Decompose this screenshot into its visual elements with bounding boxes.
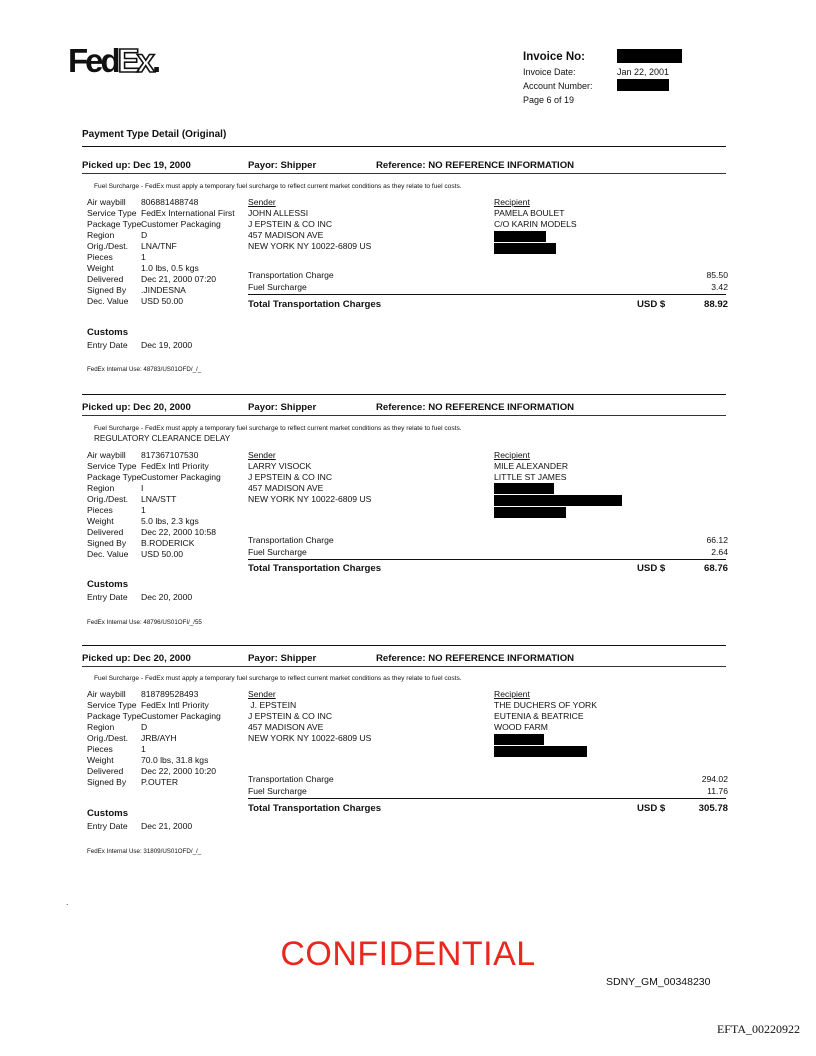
currency: USD $ [637, 803, 666, 814]
service-type-label: Service Type [87, 461, 137, 471]
customs-heading: Customs [87, 327, 129, 338]
picked-up-date: Picked up: Dec 20, 2000 [82, 653, 191, 664]
signed-by: B.RODERICK [141, 538, 195, 548]
pieces: 1 [141, 505, 146, 515]
transportation-charge: 66.12 [706, 535, 728, 545]
orig-dest-label: Orig./Dest. [87, 241, 129, 251]
air-waybill: 817367107530 [141, 450, 199, 460]
payor: Payor: Shipper [248, 402, 317, 413]
total-rule [248, 559, 726, 560]
delivered-label: Delivered [87, 766, 124, 776]
dec-value-label: Dec. Value [87, 549, 129, 559]
fuel-note: Fuel Surcharge - FedEx must apply a temporary fuel surcharge to reflect current market conditions as they relate to fuel costs. [94, 425, 462, 432]
reference: Reference: NO REFERENCE INFORMATION [376, 653, 575, 664]
orig-dest: LNA/TNF [141, 241, 177, 251]
entry-date-label: Entry Date [87, 592, 128, 602]
entry-date-label: Entry Date [87, 821, 128, 831]
service-type: FedEx Intl Priority [141, 461, 209, 471]
delivered-label: Delivered [87, 274, 124, 284]
fuel-surcharge-label: Fuel Surcharge [248, 786, 307, 796]
dec-value: USD 50.00 [141, 296, 184, 306]
orig-dest: LNA/STT [141, 494, 177, 504]
delivered-label: Delivered [87, 527, 124, 537]
divider [82, 415, 726, 416]
divider [82, 173, 726, 174]
signed-by: .JINDESNA [141, 285, 186, 295]
efta-number: EFTA_00220922 [716, 1022, 800, 1036]
entry-date: Dec 20, 2000 [141, 592, 193, 602]
sender-line: NEW YORK NY 10022-6809 US [248, 494, 372, 504]
reference: Reference: NO REFERENCE INFORMATION [376, 160, 575, 171]
fuel-surcharge-label: Fuel Surcharge [248, 547, 307, 557]
recipient-line: LITTLE ST JAMES [494, 472, 567, 482]
bates-number: SDNY_GM_00348230 [606, 976, 711, 988]
transportation-charge: 294.02 [701, 774, 728, 784]
fedex-logo: FedEx. [68, 42, 162, 79]
recipient-heading: Recipient [494, 450, 530, 460]
redacted-account-number [617, 79, 669, 91]
sender-line: 457 MADISON AVE [248, 483, 324, 493]
sender-line: NEW YORK NY 10022-6809 US [248, 733, 372, 743]
section-title: Payment Type Detail (Original) [82, 129, 227, 140]
delivered: Dec 21, 2000 07:20 [141, 274, 217, 284]
internal-use: FedEx Internal Use: 48783/US01OFD/_/_ [87, 366, 202, 373]
air-waybill: 806881488748 [141, 197, 199, 207]
recipient-line: EUTENIA & BEATRICE [494, 711, 584, 721]
transportation-charge-label: Transportation Charge [248, 535, 334, 545]
total-rule [248, 294, 726, 295]
air-waybill-label: Air waybill [87, 689, 126, 699]
redacted-address [494, 483, 554, 494]
region-label: Region [87, 230, 115, 240]
service-type: FedEx International First [141, 208, 235, 218]
entry-date: Dec 19, 2000 [141, 340, 193, 350]
sender-heading: Sender [248, 450, 276, 460]
redacted-address [494, 734, 544, 745]
total-amount: 68.76 [703, 563, 728, 574]
customs-heading: Customs [87, 808, 129, 819]
fuel-surcharge: 11.76 [707, 786, 728, 796]
sender-heading: Sender [248, 197, 276, 207]
divider [82, 146, 726, 147]
dec-value-label: Dec. Value [87, 296, 129, 306]
currency: USD $ [637, 563, 666, 574]
service-type-label: Service Type [87, 208, 137, 218]
invoice-no-label: Invoice No: [523, 51, 585, 63]
sender-line: J EPSTEIN & CO INC [248, 711, 333, 721]
air-waybill: 818789528493 [141, 689, 199, 699]
sender-line: J. EPSTEIN [248, 700, 297, 710]
package-type-label: Package Type [87, 711, 142, 721]
sender-line: 457 MADISON AVE [248, 722, 324, 732]
invoice-date-label: Invoice Date: [523, 67, 576, 77]
total-label: Total Transportation Charges [248, 299, 382, 310]
orig-dest: JRB/AYH [141, 733, 177, 743]
recipient-line: PAMELA BOULET [494, 208, 565, 218]
account-number-label: Account Number: [523, 81, 593, 91]
recipient-line: MILE ALEXANDER [494, 461, 569, 471]
stray-mark: . [66, 897, 69, 907]
divider [82, 645, 726, 646]
orig-dest-label: Orig./Dest. [87, 733, 129, 743]
recipient-line: WOOD FARM [494, 722, 548, 732]
package-type: Customer Packaging [141, 219, 221, 229]
transportation-charge: 85.50 [706, 270, 728, 280]
transportation-charge-label: Transportation Charge [248, 774, 334, 784]
divider [82, 666, 726, 667]
delivered: Dec 22, 2000 10:20 [141, 766, 217, 776]
picked-up-date: Picked up: Dec 20, 2000 [82, 402, 191, 413]
fuel-note: Fuel Surcharge - FedEx must apply a temporary fuel surcharge to reflect current market conditions as they relate to fuel costs. [94, 675, 462, 682]
signed-by-label: Signed By [87, 538, 127, 548]
page-number: Page 6 of 19 [523, 95, 575, 105]
sender-line: NEW YORK NY 10022-6809 US [248, 241, 372, 251]
dec-value: USD 50.00 [141, 549, 184, 559]
package-type-label: Package Type [87, 219, 142, 229]
payor: Payor: Shipper [248, 160, 317, 171]
recipient-line: THE DUCHERS OF YORK [494, 700, 597, 710]
fuel-surcharge-label: Fuel Surcharge [248, 282, 307, 292]
fuel-note: Fuel Surcharge - FedEx must apply a temporary fuel surcharge to reflect current market conditions as they relate to fuel costs. [94, 183, 462, 190]
total-rule [248, 798, 726, 799]
pieces: 1 [141, 252, 146, 262]
recipient-heading: Recipient [494, 197, 530, 207]
orig-dest-label: Orig./Dest. [87, 494, 129, 504]
redacted-invoice-number [617, 49, 682, 63]
redacted-address [494, 746, 587, 757]
customs-heading: Customs [87, 579, 129, 590]
total-label: Total Transportation Charges [248, 563, 382, 574]
total-amount: 88.92 [703, 299, 728, 310]
sender-line: J EPSTEIN & CO INC [248, 472, 333, 482]
redacted-address [494, 243, 556, 254]
redacted-address [494, 507, 566, 518]
extra-note: REGULATORY CLEARANCE DELAY [94, 434, 231, 443]
transportation-charge-label: Transportation Charge [248, 270, 334, 280]
service-type: FedEx Intl Priority [141, 700, 209, 710]
sender-line: JOHN ALLESSI [248, 208, 309, 218]
delivered: Dec 22, 2000 10:58 [141, 527, 217, 537]
region-label: Region [87, 483, 115, 493]
total-label: Total Transportation Charges [248, 803, 382, 814]
divider [82, 394, 726, 395]
weight: 70.0 lbs, 31.8 kgs [141, 755, 209, 765]
reference: Reference: NO REFERENCE INFORMATION [376, 402, 575, 413]
package-type-label: Package Type [87, 472, 142, 482]
internal-use: FedEx Internal Use: 48796/US01OFI/_/55 [87, 619, 202, 626]
pieces-label: Pieces [87, 252, 113, 262]
fuel-surcharge: 3.42 [711, 282, 728, 292]
pieces-label: Pieces [87, 744, 113, 754]
fuel-surcharge: 2.64 [711, 547, 728, 557]
sender-line: LARRY VISOCK [248, 461, 312, 471]
sender-line: 457 MADISON AVE [248, 230, 324, 240]
pieces-label: Pieces [87, 505, 113, 515]
weight: 1.0 lbs, 0.5 kgs [141, 263, 199, 273]
internal-use: FedEx Internal Use: 31809/US01OFD/_/_ [87, 848, 202, 855]
recipient-line: C/O KARIN MODELS [494, 219, 577, 229]
weight-label: Weight [87, 263, 114, 273]
picked-up-date: Picked up: Dec 19, 2000 [82, 160, 191, 171]
package-type: Customer Packaging [141, 472, 221, 482]
region-label: Region [87, 722, 115, 732]
sender-line: J EPSTEIN & CO INC [248, 219, 333, 229]
weight-label: Weight [87, 516, 114, 526]
entry-date: Dec 21, 2000 [141, 821, 193, 831]
invoice-date: Jan 22, 2001 [617, 67, 670, 77]
air-waybill-label: Air waybill [87, 450, 126, 460]
signed-by: P.OUTER [141, 777, 179, 787]
payor: Payor: Shipper [248, 653, 317, 664]
confidential-stamp: CONFIDENTIAL [280, 935, 536, 973]
currency: USD $ [637, 299, 666, 310]
weight-label: Weight [87, 755, 114, 765]
entry-date-label: Entry Date [87, 340, 128, 350]
signed-by-label: Signed By [87, 285, 127, 295]
air-waybill-label: Air waybill [87, 197, 126, 207]
service-type-label: Service Type [87, 700, 137, 710]
package-type: Customer Packaging [141, 711, 221, 721]
region: D [141, 230, 148, 240]
signed-by-label: Signed By [87, 777, 127, 787]
region: I [141, 483, 144, 493]
weight: 5.0 lbs, 2.3 kgs [141, 516, 199, 526]
total-amount: 305.78 [698, 803, 728, 814]
redacted-address [494, 231, 546, 242]
pieces: 1 [141, 744, 146, 754]
sender-heading: Sender [248, 689, 276, 699]
region: D [141, 722, 148, 732]
redacted-address [494, 495, 622, 506]
recipient-heading: Recipient [494, 689, 530, 699]
